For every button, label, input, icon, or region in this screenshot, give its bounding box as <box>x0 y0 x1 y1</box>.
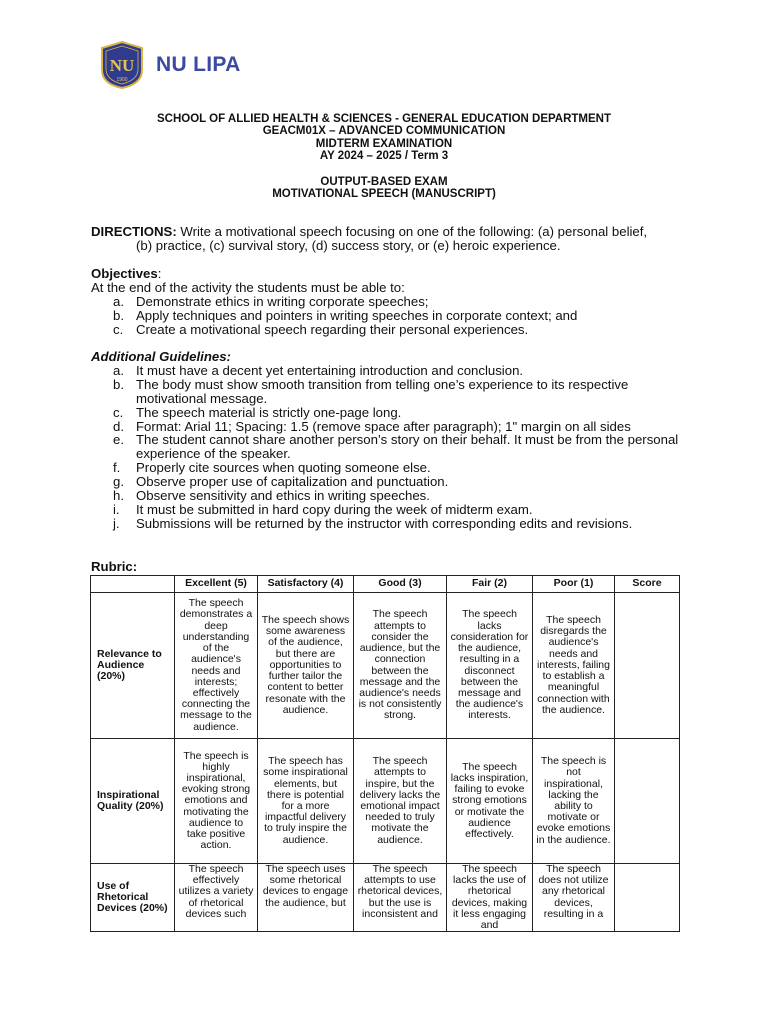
table-cell: The speech attempts to consider the audience, but the connection between the message and the audience's needs is not consistently strong. <box>354 593 447 739</box>
list-item <box>91 323 691 337</box>
list-text: Submissions will be returned by the instructor with corresponding edits and revisions. <box>136 515 633 531</box>
table-cell: The speech attempts to use rhetorical devices, but the use is inconsistent and <box>354 864 447 932</box>
brand-name: NU LIPA <box>156 53 241 76</box>
objectives-section <box>91 267 691 337</box>
table-cell: The speech lacks consideration for the audience, resulting in a disconnect between the message and the audience's interests. <box>447 593 533 739</box>
score-cell <box>615 593 680 739</box>
list-item <box>91 503 691 517</box>
table-cell: The speech does not utilize any rhetorical devices, resulting in a <box>533 864 615 932</box>
list-text: Observe proper use of capitalization and punctuation. <box>136 474 449 490</box>
list-item <box>91 406 691 420</box>
list-marker: b. <box>113 307 124 323</box>
criterion-cell: Use of Rhetorical Devices (20%) <box>91 864 175 932</box>
table-row <box>91 864 680 932</box>
list-marker: d. <box>113 418 124 434</box>
list-marker: b. <box>113 376 124 392</box>
objectives-list <box>91 295 691 337</box>
guidelines-list <box>91 364 691 531</box>
table-header-row <box>91 576 680 593</box>
guidelines-section <box>91 350 691 531</box>
list-text: Properly cite sources when quoting someone else. <box>136 460 431 476</box>
list-marker: f. <box>113 460 121 476</box>
directions-text-cont: (b) practice, (c) survival story, (d) success story, or (e) heroic experience. <box>136 237 561 253</box>
table-cell: The speech attempts to inspire, but the delivery lacks the emotional impact needed to truly motivate the audience. <box>354 739 447 864</box>
list-text: Observe sensitivity and ethics in writing speeches. <box>136 488 430 504</box>
list-marker: e. <box>113 432 124 448</box>
list-marker: i. <box>113 501 120 517</box>
directions-label: DIRECTIONS: <box>91 224 177 239</box>
table-cell: The speech is not inspirational, lacking the ability to motivate or evoke emotions in the audience. <box>533 739 615 864</box>
guidelines-heading: Additional Guidelines: <box>91 349 231 364</box>
table-row <box>91 739 680 864</box>
list-item <box>91 489 691 503</box>
column-header: Excellent (5) <box>175 576 258 593</box>
list-text: Demonstrate ethics in writing corporate speeches; <box>136 293 429 309</box>
rubric-table <box>90 575 680 932</box>
svg-text:1900: 1900 <box>116 77 128 83</box>
score-cell <box>615 739 680 864</box>
list-item <box>91 433 691 461</box>
exam-title <box>0 176 768 201</box>
list-marker: h. <box>113 488 124 504</box>
list-text: The speech material is strictly one-page long. <box>136 404 402 420</box>
list-marker: g. <box>113 474 124 490</box>
list-text: Format: Arial 11; Spacing: 1.5 (remove space after paragraph); 1" margin on all sides <box>136 418 631 434</box>
list-item <box>91 517 691 531</box>
list-item <box>91 364 691 378</box>
list-marker: j. <box>113 515 120 531</box>
column-header <box>91 576 175 593</box>
exam-type: OUTPUT-BASED EXAM <box>320 176 448 188</box>
objectives-intro: At the end of the activity the students must be able to: <box>91 279 405 295</box>
list-marker: a. <box>113 362 124 378</box>
table-cell: The speech has some inspirational elements, but there is potential for a more impactful delivery to truly inspire the audience. <box>258 739 354 864</box>
column-header: Fair (2) <box>447 576 533 593</box>
score-cell <box>615 864 680 932</box>
table-cell: The speech shows some awareness of the audience, but there are opportunities to further tailor the content to better resonate with the audience. <box>258 593 354 739</box>
list-text: It must have a decent yet entertaining introduction and conclusion. <box>136 362 524 378</box>
objectives-colon: : <box>157 266 162 281</box>
svg-text:NU: NU <box>109 56 135 75</box>
list-item <box>91 378 691 406</box>
table-cell: The speech is highly inspirational, evoking strong emotions and motivating the audience to take positive action. <box>175 739 258 864</box>
criterion-cell: Inspirational Quality (20%) <box>91 739 175 864</box>
list-item <box>91 475 691 489</box>
table-cell: The speech uses some rhetorical devices to engage the audience, but <box>258 864 354 932</box>
nu-seal-icon <box>98 40 146 90</box>
table-cell: The speech lacks inspiration, failing to evoke strong emotions or motivate the audience effectively. <box>447 739 533 864</box>
list-text: Apply techniques and pointers in writing speeches in corporate context; and <box>136 307 578 323</box>
list-marker: c. <box>113 404 124 420</box>
column-header: Good (3) <box>354 576 447 593</box>
document-header <box>0 113 768 163</box>
directions-text: Write a motivational speech focusing on one of the following: (a) personal belief, <box>176 224 648 239</box>
term-line: AY 2024 – 2025 / Term 3 <box>319 150 449 163</box>
list-text: The body must show smooth transition from telling one’s experience to its respective motivational message. <box>136 376 629 406</box>
column-header: Poor (1) <box>533 576 615 593</box>
list-item <box>91 295 691 309</box>
table-cell: The speech demonstrates a deep understanding of the audience's needs and interests; effectively connecting the message to the audience. <box>175 593 258 739</box>
table-cell: The speech disregards the audience's needs and interests, failing to establish a meaningful connection with the audience. <box>533 593 615 739</box>
list-marker: a. <box>113 293 124 309</box>
list-item <box>91 420 691 434</box>
exam-subject: MOTIVATIONAL SPEECH (MANUSCRIPT) <box>272 188 496 201</box>
list-text: Create a motivational speech regarding their personal experiences. <box>136 321 529 337</box>
table-cell: The speech lacks the use of rhetorical devices, making it less engaging and <box>447 864 533 932</box>
list-text: The student cannot share another person’s story on their behalf. It must be from the personal experience of the speaker. <box>136 432 679 462</box>
column-header: Score <box>615 576 680 593</box>
list-text: It must be submitted in hard copy during the week of midterm exam. <box>136 501 533 517</box>
objectives-heading: Objectives <box>91 266 158 281</box>
list-item <box>91 461 691 475</box>
table-row <box>91 593 680 739</box>
column-header: Satisfactory (4) <box>258 576 354 593</box>
course-line: GEACM01X – ADVANCED COMMUNICATION <box>262 125 506 138</box>
list-marker: c. <box>113 321 124 337</box>
directions <box>91 225 691 253</box>
criterion-cell: Relevance to Audience (20%) <box>91 593 175 739</box>
department-line: SCHOOL OF ALLIED HEALTH & SCIENCES - GENERAL EDUCATION DEPARTMENT <box>156 113 612 125</box>
rubric-label: Rubric: <box>91 559 138 574</box>
logo <box>98 40 241 90</box>
list-item <box>91 309 691 323</box>
table-cell: The speech effectively utilizes a variety of rhetorical devices such <box>175 864 258 932</box>
exam-line: MIDTERM EXAMINATION <box>315 137 453 150</box>
